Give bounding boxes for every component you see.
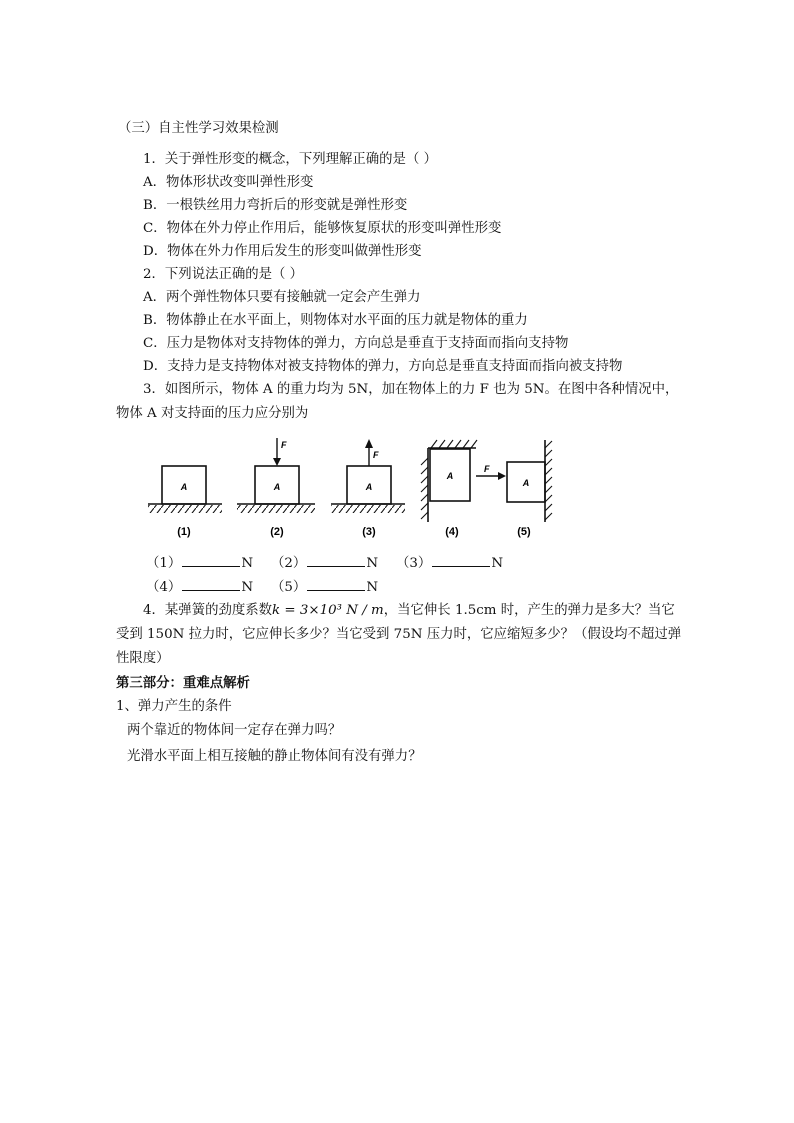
answer-5-label: （5）	[271, 580, 307, 595]
force-arrow-5-head	[498, 472, 506, 480]
situation-4	[421, 440, 477, 538]
answer-2-group	[271, 554, 378, 573]
caption-5: (5)	[517, 526, 531, 538]
block-1-label: A	[180, 482, 188, 492]
block-3-label: A	[365, 482, 373, 492]
situation-5	[476, 440, 552, 538]
force-arrow-2-head	[273, 458, 281, 466]
question-1-stem: 1．关于弹性形变的概念，下列理解正确的是（ ）	[143, 152, 437, 167]
answer-1-blank[interactable]	[182, 554, 240, 567]
answer-4-group	[146, 578, 253, 597]
caption-1: (1)	[177, 526, 191, 538]
block-2-label: A	[273, 482, 281, 492]
answer-5-unit: N	[366, 580, 379, 595]
answer-3-blank[interactable]	[432, 554, 490, 567]
question-2-option-c: C．压力是物体对支持物体的弹力，方向总是垂直于支持面而指向支持物	[143, 336, 569, 351]
answer-4-label: （4）	[146, 580, 182, 595]
caption-3: (3)	[362, 526, 376, 538]
question-3-stem-line-2: 物体 A 对支持面的压力应分别为	[116, 406, 309, 421]
ground-hatch-2	[237, 505, 315, 513]
ground-hatch-3	[331, 505, 405, 513]
force-situations-figure	[140, 436, 580, 548]
question-4-post: ，当它伸长 1.5cm 时，产生的弹力是多大？当它	[383, 603, 675, 618]
question-2-option-b: B．物体静止在水平面上，则物体对水平面的压力就是物体的重力	[143, 313, 528, 328]
question-4-line-2: 受到 150N 拉力时，它应伸长多少？当它受到 75N 压力时，它应缩短多少？（假设均不超过弹	[116, 627, 682, 642]
wall-hatch-5	[545, 441, 552, 520]
section-title: （三）自主性学习效果检测	[118, 121, 279, 136]
answer-5-group	[271, 578, 378, 597]
part-3-question-b: 光滑水平面上相互接触的静止物体间有没有弹力？	[127, 749, 422, 764]
caption-4: (4)	[445, 526, 459, 538]
force-label-3: F	[373, 450, 379, 460]
answer-2-unit: N	[366, 556, 379, 571]
question-2-option-a: A．两个弹性物体只要有接触就一定会产生弹力	[143, 290, 421, 305]
question-4-line-3: 性限度）	[116, 651, 170, 666]
ceiling-hatch-4	[431, 440, 477, 448]
answer-1-label: （1）	[146, 556, 182, 571]
caption-2: (2)	[270, 526, 284, 538]
answer-1-unit: N	[241, 556, 254, 571]
question-1-option-b: B．一根铁丝用力弯折后的形变就是弹性形变	[143, 198, 408, 213]
situation-2	[237, 438, 315, 538]
answer-3-label: （3）	[396, 556, 432, 571]
block-5-label: A	[522, 478, 530, 488]
question-3-stem-line-1: 3．如图所示，物体 A 的重力均为 5N，加在物体上的力 F 也为 5N。在图中各种情况中，	[143, 382, 679, 397]
question-1-option-d: D．物体在外力作用后发生的形变叫做弹性形变	[143, 244, 422, 259]
force-label-5: F	[484, 464, 490, 474]
force-label-2: F	[281, 440, 287, 450]
question-4-pre: 4．某弹簧的劲度系数	[143, 603, 273, 618]
answer-2-label: （2）	[271, 556, 307, 571]
part-3-question-a: 两个靠近的物体间一定存在弹力吗？	[127, 723, 342, 738]
question-2-stem: 2．下列说法正确的是（ ）	[143, 267, 304, 282]
force-arrow-3-head	[365, 439, 373, 448]
answer-row-1	[146, 554, 253, 573]
wall-hatch-4	[421, 458, 428, 519]
part-3-item-1: 1、弹力产生的条件	[116, 699, 232, 714]
answer-3-group	[396, 554, 503, 573]
part-3-title: 第三部分：重难点解析	[116, 675, 250, 691]
question-1-option-c: C．物体在外力停止作用后，能够恢复原状的形变叫弹性形变	[143, 221, 502, 236]
answer-2-blank[interactable]	[307, 554, 365, 567]
answer-3-unit: N	[491, 556, 504, 571]
answer-5-blank[interactable]	[307, 578, 365, 591]
question-2-option-d: D．支持力是支持物体对被支持物体的弹力，方向总是垂直支持面而指向被支持物	[143, 359, 623, 374]
question-1-option-a: A．物体形状改变叫弹性形变	[143, 175, 314, 190]
block-4-label: A	[446, 471, 454, 481]
answer-4-blank[interactable]	[182, 578, 240, 591]
answer-4-unit: N	[241, 580, 254, 595]
question-4-line-1	[143, 602, 675, 620]
ground-hatch-1	[148, 505, 222, 513]
spring-constant-formula: k = 3×10³ N / m	[272, 603, 384, 618]
situation-3	[331, 439, 405, 538]
situation-1	[148, 466, 222, 538]
